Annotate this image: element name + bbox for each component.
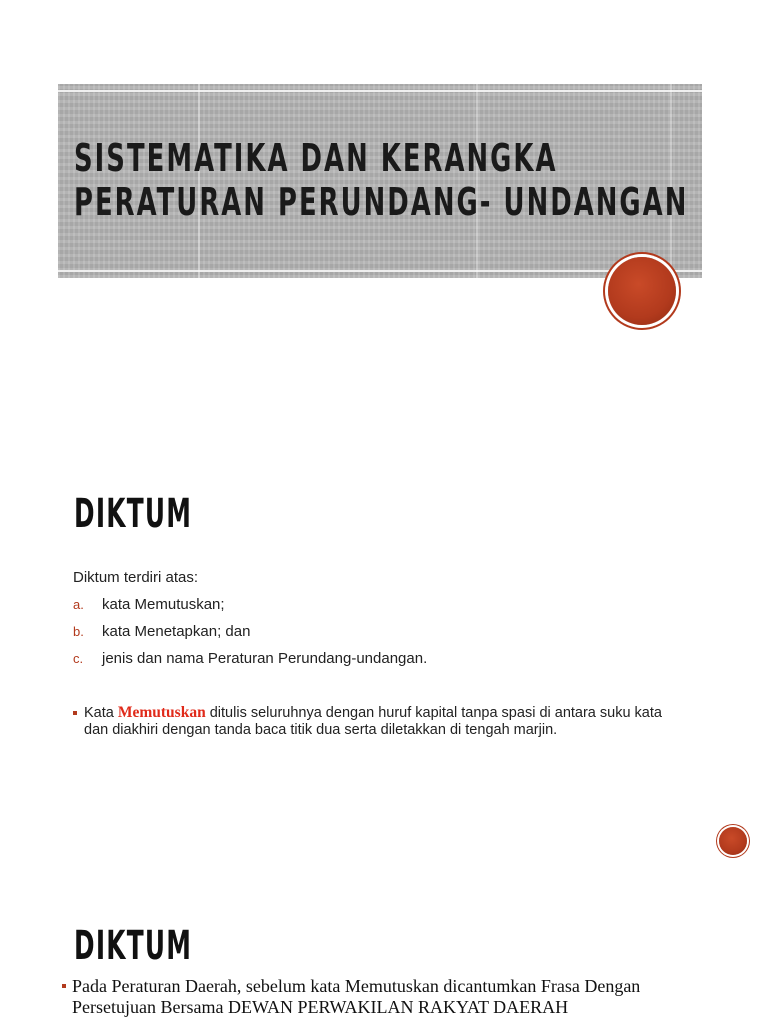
square-bullet-icon: [73, 711, 77, 715]
decorative-circle-icon: [719, 827, 747, 855]
list-marker: a.: [73, 597, 84, 612]
section-heading: DIKTUM: [74, 491, 193, 537]
section-heading: DIKTUM: [74, 923, 193, 969]
list-marker: c.: [73, 651, 84, 666]
title-line-2: PERATURAN PERUNDANG- UNDANGAN: [74, 180, 689, 224]
slide-diktum-2: [0, 890, 768, 1024]
band-top-rule: [58, 90, 702, 92]
title-band: [58, 84, 702, 278]
band-bottom-rule: [58, 270, 702, 272]
list-item: [73, 623, 427, 650]
note-prefix: Kata: [84, 705, 118, 721]
note-emphasis: Memutuskan: [117, 704, 206, 721]
list-item-text: kata Menetapkan; dan: [102, 623, 251, 640]
slide-diktum: [0, 440, 768, 890]
page-title: [74, 136, 689, 224]
list-item: [73, 596, 427, 623]
intro-text: Diktum terdiri atas:: [73, 569, 199, 586]
square-bullet-icon: [62, 984, 66, 988]
note-text: [84, 704, 683, 739]
note-suffix: ditulis seluruhnya dengan huruf kapital tanpa spasi di antara suku kata dan diakhiri dengan tanda baca titik dua serta diletakkan di tengah marjin.: [84, 705, 662, 738]
title-line-1: SISTEMATIKA DAN KERANGKA: [74, 136, 558, 180]
slide-title: [0, 0, 768, 440]
list-marker: b.: [73, 624, 84, 639]
note-paragraph: [73, 704, 683, 739]
note-paragraph: [62, 976, 722, 1018]
list-item-text: jenis dan nama Peraturan Perundang-undangan.: [102, 650, 428, 667]
list-item-text: kata Memutuskan;: [102, 596, 225, 613]
decorative-circle-icon: [608, 257, 676, 325]
list-item: [73, 650, 427, 677]
note-text: Pada Peraturan Daerah, sebelum kata Memutuskan dicantumkan Frasa Dengan Persetujuan Bersama DEWAN PERWAKILAN RAKYAT DAERAH: [72, 976, 641, 1017]
diktum-list: [73, 596, 427, 677]
